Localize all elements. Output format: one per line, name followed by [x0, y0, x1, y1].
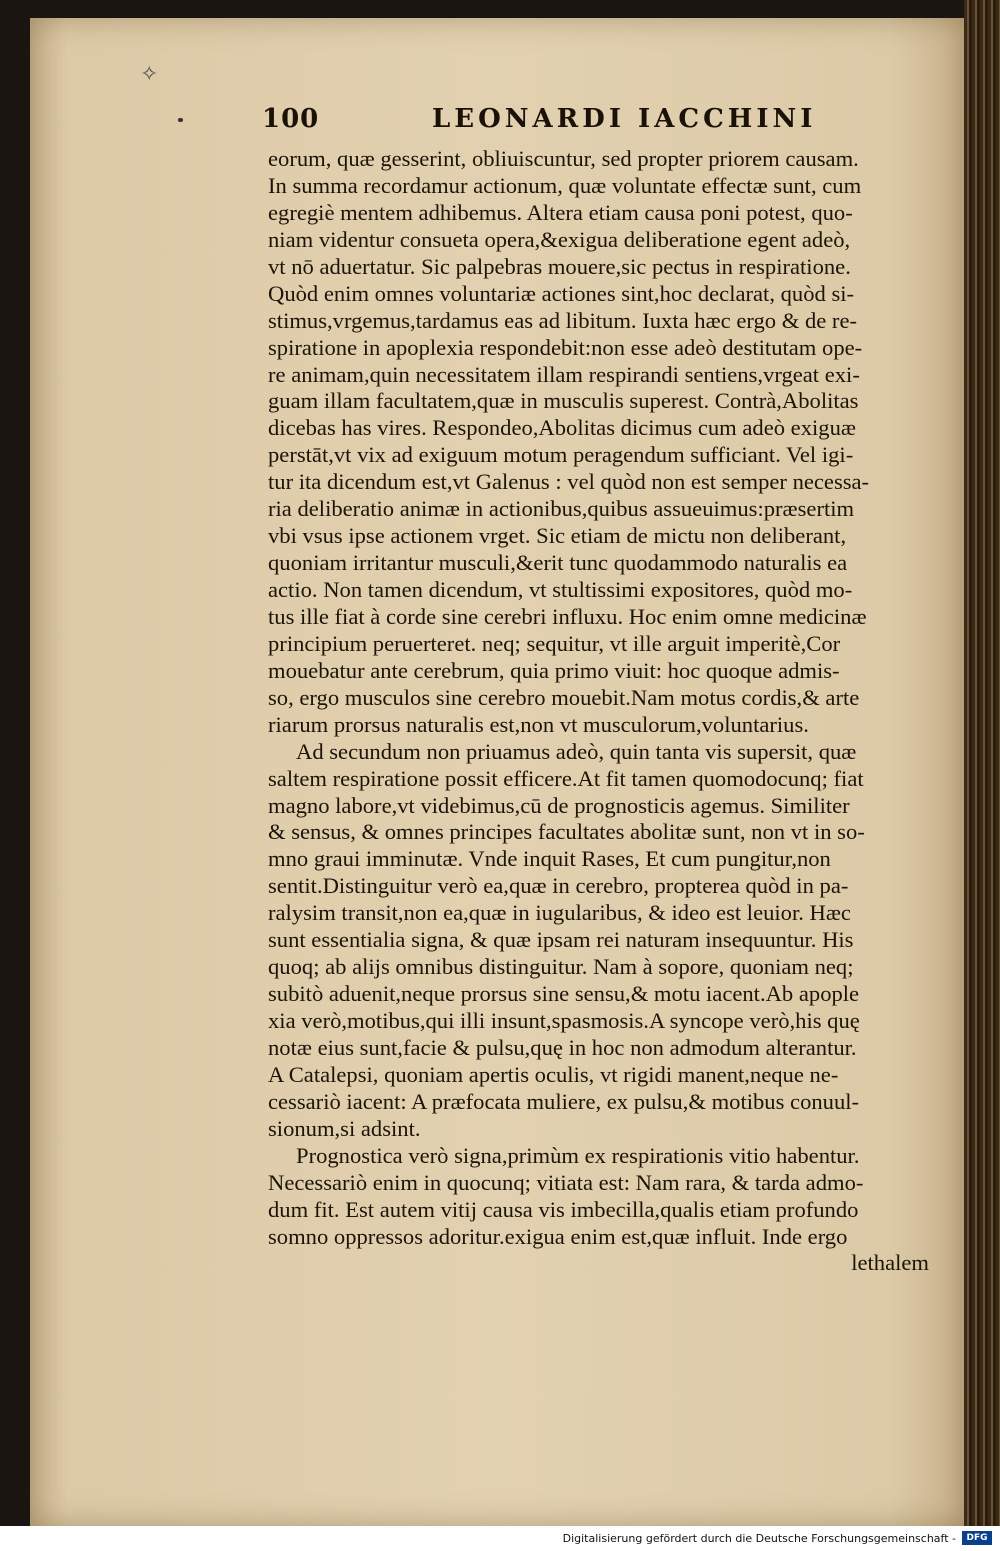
text-line: In summa recordamur actionum, quæ voluntate effectæ sunt, cum: [268, 172, 862, 198]
text-line: quoq; ab alijs omnibus distinguitur. Nam à sopore, quoniam neq;: [268, 954, 854, 980]
text-line: dicebas has vires. Respondeo,Abolitas dicimus cum adeò exiguæ: [268, 415, 856, 441]
text-line: ralysim transit,non ea,quæ in iugularibus, & ideo est leuior. Hæc: [268, 900, 851, 926]
text-line: Necessariò enim in quocunq; vitiata est: Nam rara, & tarda admo-: [268, 1169, 864, 1195]
funding-notice: Digitalisierung gefördert durch die Deutsche Forschungsgemeinschaft -: [562, 1532, 956, 1545]
text-line: somno oppressos adoritur.exigua enim est,quæ influit. Inde ergo: [268, 1223, 848, 1249]
text-line: notæ eius sunt,facie & pulsu,quę in hoc non admodum alterantur.: [268, 1034, 857, 1060]
page-number: 100: [262, 104, 320, 134]
text-line: eorum, quæ gesserint, obliuiscuntur, sed propter priorem causam.: [268, 146, 859, 171]
text-line: saltem respiratione possit efficere.At fit tamen quomodocunq; fiat: [268, 765, 864, 791]
text-line: sentit.Distinguitur verò ea,quæ in cerebro, propterea quòd in pa-: [268, 873, 849, 899]
text-line: mouebatur ante cerebrum, quia primo viuit: hoc quoque admis-: [268, 657, 840, 683]
running-head-title: LEONARDI IACCHINI: [432, 104, 817, 134]
text-line: ria deliberatio animæ in actionibus,quibus assueuimus:præsertim: [268, 496, 855, 522]
text-line: egregiè mentem adhibemus. Altera etiam causa poni potest, quo-: [268, 199, 853, 225]
text-line: Quòd enim omnes voluntariæ actiones sint,hoc declarat, quòd si-: [268, 280, 855, 306]
paragraph-start-line: Ad secundum non priuamus adeò, quin tanta vis supersit, quæ: [296, 738, 857, 764]
text-line: principium peruerteret. neq; sequitur, vt ille arguit imperitè,Cor: [268, 630, 841, 656]
ink-stain-mark: ✧: [140, 62, 159, 87]
book-edge: [964, 0, 1000, 1526]
text-line: tur ita dicendum est,vt Galenus : vel quòd non est semper necessa-: [268, 469, 870, 495]
text-line: so, ergo musculos sine cerebro mouebit.Nam motus cordis,& arte: [268, 684, 860, 710]
text-line: stimus,vrgemus,tardamus eas ad libitum. Iuxta hæc ergo & de re-: [268, 307, 857, 333]
text-line: magno labore,vt videbimus,cū de prognosticis agemus. Similiter: [268, 792, 850, 818]
text-line: sionum,si adsint.: [268, 1115, 421, 1141]
text-line: subitò aduenit,neque prorsus sine sensu,& motu iacent.Ab apople: [268, 981, 860, 1007]
text-line: vbi vsus ipse actionem vrget. Sic etiam de mictu non deliberant,: [268, 523, 847, 549]
text-line: quoniam irritantur musculi,&erit tunc quodammodo naturalis ea: [268, 550, 848, 576]
text-line: tus ille fiat à corde sine cerebri influxu. Hoc enim omne medicinæ: [268, 603, 867, 629]
text-line: vt nō aduertatur. Sic palpebras mouere,sic pectus in respiratione.: [268, 253, 851, 279]
text-line: guam illam facultatem,quæ in musculis superest. Contrà,Abolitas: [268, 388, 859, 414]
text-line: mno graui imminutæ. Vnde inquit Rases, Et cum pungitur,non: [268, 846, 831, 872]
catchword: lethalem: [851, 1250, 929, 1276]
text-line: spiratione in apoplexia respondebit:non esse adeò destitutam ope-: [268, 334, 863, 360]
text-line: sunt essentialia signa, & quæ ipsam rei naturam insequuntur. His: [268, 927, 854, 953]
text-line: & sensus, & omnes principes facultates abolitæ sunt, non vt in so-: [268, 819, 865, 845]
running-header: [262, 104, 932, 138]
text-line: A Catalepsi, quoniam apertis oculis, vt rigidi manent,neque ne-: [268, 1061, 839, 1087]
text-line: re animam,quin necessitatem illam respirandi sentiens,vrgeat exi-: [268, 361, 860, 387]
ink-dot-mark: [178, 118, 183, 122]
text-line: dum fit. Est autem vitij causa vis imbecilla,qualis etiam profundo: [268, 1196, 859, 1222]
text-line: xia verò,motibus,qui illi insunt,spasmosis.A syncope verò,his quę: [268, 1008, 860, 1033]
text-line: riarum prorsus naturalis est,non vt musculorum,voluntarius.: [268, 711, 809, 737]
text-line: niam videntur consueta opera,&exigua deliberatione egent adeò,: [268, 226, 851, 252]
text-line: cessariò iacent: A præfocata muliere, ex pulsu,& motibus conuul-: [268, 1088, 860, 1114]
paragraph-start-line: Prognostica verò signa,primùm ex respirationis vitio habentur.: [296, 1142, 860, 1168]
text-line: actio. Non tamen dicendum, vt stultissimi expositores, quòd mo-: [268, 577, 853, 602]
digitization-footer: [0, 1526, 1000, 1551]
body-text: [268, 146, 933, 1277]
text-line: perstāt,vt vix ad exiguum motum peragendum sufficiant. Vel igi-: [268, 442, 854, 468]
dfg-logo: DFG: [962, 1531, 992, 1545]
